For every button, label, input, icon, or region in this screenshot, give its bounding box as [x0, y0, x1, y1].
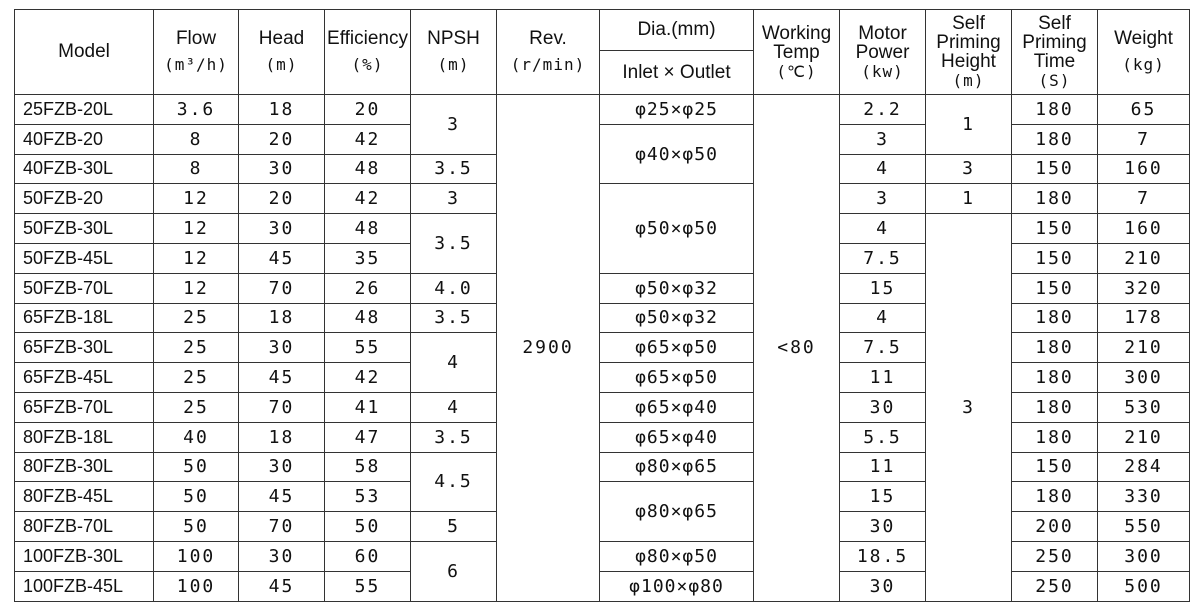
- table-row: [15, 363, 1190, 393]
- cell-npsh: 6: [411, 541, 497, 601]
- cell-model: 100FZB-30L: [15, 541, 154, 571]
- cell-priming-time: 150: [1012, 154, 1098, 184]
- cell-efficiency: 42: [325, 363, 411, 393]
- cell-priming-time: 150: [1012, 273, 1098, 303]
- cell-priming-time: 180: [1012, 124, 1098, 154]
- cell-flow: 100: [154, 541, 239, 571]
- cell-dia: φ40×φ50: [600, 124, 754, 184]
- table-row: [15, 333, 1190, 363]
- cell-weight: 500: [1098, 571, 1190, 601]
- cell-priming-time: 180: [1012, 333, 1098, 363]
- cell-efficiency: 41: [325, 392, 411, 422]
- cell-efficiency: 58: [325, 452, 411, 482]
- cell-efficiency: 42: [325, 184, 411, 214]
- cell-head: 70: [239, 273, 325, 303]
- cell-motor-power: 4: [840, 303, 926, 333]
- cell-model: 40FZB-30L: [15, 154, 154, 184]
- cell-dia: φ80×φ65: [600, 452, 754, 482]
- cell-flow: 50: [154, 452, 239, 482]
- cell-priming-time: 150: [1012, 452, 1098, 482]
- header-self-priming-height: Self Priming Height (m): [926, 10, 1012, 95]
- cell-motor-power: 30: [840, 392, 926, 422]
- cell-head: 18: [239, 422, 325, 452]
- cell-priming-time: 180: [1012, 95, 1098, 125]
- cell-weight: 7: [1098, 124, 1190, 154]
- cell-efficiency: 48: [325, 303, 411, 333]
- cell-npsh: 4: [411, 392, 497, 422]
- cell-flow: 25: [154, 392, 239, 422]
- cell-flow: 8: [154, 124, 239, 154]
- header-npsh: NPSH (m): [411, 10, 497, 95]
- cell-npsh: 4: [411, 333, 497, 393]
- cell-priming-time: 250: [1012, 571, 1098, 601]
- cell-efficiency: 55: [325, 333, 411, 363]
- cell-dia: φ65×φ40: [600, 422, 754, 452]
- cell-motor-power: 7.5: [840, 243, 926, 273]
- cell-motor-power: 5.5: [840, 422, 926, 452]
- table-row: [15, 303, 1190, 333]
- cell-dia: φ50×φ32: [600, 273, 754, 303]
- cell-motor-power: 30: [840, 512, 926, 542]
- cell-npsh: 3.5: [411, 154, 497, 184]
- table-row: [15, 422, 1190, 452]
- table-row: [15, 95, 1190, 125]
- cell-dia: φ65×φ40: [600, 392, 754, 422]
- cell-efficiency: 55: [325, 571, 411, 601]
- cell-weight: 7: [1098, 184, 1190, 214]
- cell-priming-time: 150: [1012, 214, 1098, 244]
- cell-efficiency: 20: [325, 95, 411, 125]
- cell-weight: 65: [1098, 95, 1190, 125]
- cell-weight: 330: [1098, 482, 1190, 512]
- cell-motor-power: 15: [840, 482, 926, 512]
- cell-priming-height: 3: [926, 154, 1012, 184]
- cell-model: 40FZB-20: [15, 124, 154, 154]
- table-row: [15, 124, 1190, 154]
- cell-head: 45: [239, 482, 325, 512]
- cell-npsh: 3.5: [411, 214, 497, 274]
- cell-model: 50FZB-45L: [15, 243, 154, 273]
- header-self-priming-time: Self Priming Time (S): [1012, 10, 1098, 95]
- cell-priming-time: 200: [1012, 512, 1098, 542]
- cell-flow: 50: [154, 482, 239, 512]
- cell-weight: 320: [1098, 273, 1190, 303]
- cell-weight: 160: [1098, 214, 1190, 244]
- cell-head: 70: [239, 392, 325, 422]
- cell-priming-time: 180: [1012, 392, 1098, 422]
- table-row: [15, 571, 1190, 601]
- cell-flow: 100: [154, 571, 239, 601]
- cell-dia: φ80×φ50: [600, 541, 754, 571]
- cell-efficiency: 48: [325, 214, 411, 244]
- cell-weight: 178: [1098, 303, 1190, 333]
- cell-flow: 12: [154, 243, 239, 273]
- cell-npsh: 3: [411, 95, 497, 155]
- header-efficiency: Efficiency (%): [325, 10, 411, 95]
- cell-npsh: 4.5: [411, 452, 497, 512]
- cell-motor-power: 18.5: [840, 541, 926, 571]
- pump-spec-table: [14, 9, 1190, 602]
- cell-model: 80FZB-45L: [15, 482, 154, 512]
- table-row: [15, 541, 1190, 571]
- cell-weight: 284: [1098, 452, 1190, 482]
- cell-head: 30: [239, 154, 325, 184]
- cell-dia: φ50×φ50: [600, 184, 754, 273]
- cell-dia: φ50×φ32: [600, 303, 754, 333]
- header-dia: Dia.(mm): [600, 10, 754, 51]
- table-row: [15, 273, 1190, 303]
- header-model: Model: [15, 10, 154, 95]
- table-row: [15, 452, 1190, 482]
- cell-efficiency: 50: [325, 512, 411, 542]
- cell-head: 30: [239, 541, 325, 571]
- header-head: Head (m): [239, 10, 325, 95]
- cell-npsh: 4.0: [411, 273, 497, 303]
- cell-priming-time: 180: [1012, 422, 1098, 452]
- cell-priming-height: 1: [926, 95, 1012, 155]
- cell-flow: 12: [154, 184, 239, 214]
- cell-head: 45: [239, 571, 325, 601]
- cell-motor-power: 11: [840, 363, 926, 393]
- cell-efficiency: 53: [325, 482, 411, 512]
- cell-head: 20: [239, 184, 325, 214]
- cell-flow: 12: [154, 214, 239, 244]
- cell-head: 30: [239, 214, 325, 244]
- cell-motor-power: 3: [840, 124, 926, 154]
- cell-priming-time: 150: [1012, 243, 1098, 273]
- cell-model: 80FZB-18L: [15, 422, 154, 452]
- cell-npsh: 3.5: [411, 422, 497, 452]
- cell-dia: φ25×φ25: [600, 95, 754, 125]
- cell-model: 50FZB-70L: [15, 273, 154, 303]
- cell-efficiency: 26: [325, 273, 411, 303]
- header-rev: Rev. (r/min): [497, 10, 600, 95]
- cell-model: 25FZB-20L: [15, 95, 154, 125]
- cell-motor-power: 4: [840, 154, 926, 184]
- cell-priming-height: 3: [926, 214, 1012, 601]
- cell-weight: 530: [1098, 392, 1190, 422]
- header-flow: Flow (m³/h): [154, 10, 239, 95]
- cell-dia: φ80×φ65: [600, 482, 754, 542]
- cell-flow: 12: [154, 273, 239, 303]
- cell-head: 18: [239, 95, 325, 125]
- cell-dia: φ100×φ80: [600, 571, 754, 601]
- header-inlet-outlet: Inlet × Outlet: [600, 51, 754, 95]
- cell-head: 18: [239, 303, 325, 333]
- cell-npsh: 3: [411, 184, 497, 214]
- header-weight: Weight (kg): [1098, 10, 1190, 95]
- cell-dia: φ65×φ50: [600, 333, 754, 363]
- cell-head: 45: [239, 363, 325, 393]
- cell-head: 20: [239, 124, 325, 154]
- cell-motor-power: 11: [840, 452, 926, 482]
- cell-motor-power: 4: [840, 214, 926, 244]
- cell-weight: 300: [1098, 541, 1190, 571]
- cell-dia: φ65×φ50: [600, 363, 754, 393]
- cell-flow: 3.6: [154, 95, 239, 125]
- cell-model: 65FZB-18L: [15, 303, 154, 333]
- cell-weight: 210: [1098, 333, 1190, 363]
- cell-model: 65FZB-30L: [15, 333, 154, 363]
- cell-motor-power: 15: [840, 273, 926, 303]
- cell-weight: 210: [1098, 422, 1190, 452]
- cell-working-temp: <80: [754, 95, 840, 602]
- cell-model: 65FZB-45L: [15, 363, 154, 393]
- cell-model: 80FZB-30L: [15, 452, 154, 482]
- cell-head: 70: [239, 512, 325, 542]
- cell-flow: 50: [154, 512, 239, 542]
- cell-priming-time: 180: [1012, 184, 1098, 214]
- cell-priming-time: 180: [1012, 363, 1098, 393]
- cell-efficiency: 35: [325, 243, 411, 273]
- cell-rev: 2900: [497, 95, 600, 602]
- table-row: [15, 184, 1190, 214]
- cell-efficiency: 42: [325, 124, 411, 154]
- cell-head: 30: [239, 452, 325, 482]
- cell-weight: 210: [1098, 243, 1190, 273]
- cell-efficiency: 47: [325, 422, 411, 452]
- cell-motor-power: 2.2: [840, 95, 926, 125]
- cell-weight: 160: [1098, 154, 1190, 184]
- cell-npsh: 5: [411, 512, 497, 542]
- table-row: [15, 482, 1190, 512]
- cell-model: 65FZB-70L: [15, 392, 154, 422]
- cell-motor-power: 30: [840, 571, 926, 601]
- cell-flow: 25: [154, 303, 239, 333]
- cell-efficiency: 60: [325, 541, 411, 571]
- cell-priming-time: 250: [1012, 541, 1098, 571]
- cell-flow: 25: [154, 363, 239, 393]
- cell-weight: 550: [1098, 512, 1190, 542]
- cell-priming-time: 180: [1012, 303, 1098, 333]
- cell-model: 100FZB-45L: [15, 571, 154, 601]
- pump-spec-body: [15, 95, 1190, 602]
- header-working-temp: Working Temp (℃): [754, 10, 840, 95]
- cell-model: 50FZB-20: [15, 184, 154, 214]
- cell-flow: 40: [154, 422, 239, 452]
- cell-flow: 8: [154, 154, 239, 184]
- cell-motor-power: 3: [840, 184, 926, 214]
- cell-model: 50FZB-30L: [15, 214, 154, 244]
- cell-priming-time: 180: [1012, 482, 1098, 512]
- header-motor-power: Motor Power (kw): [840, 10, 926, 95]
- cell-weight: 300: [1098, 363, 1190, 393]
- cell-npsh: 3.5: [411, 303, 497, 333]
- cell-head: 45: [239, 243, 325, 273]
- cell-flow: 25: [154, 333, 239, 363]
- cell-model: 80FZB-70L: [15, 512, 154, 542]
- cell-motor-power: 7.5: [840, 333, 926, 363]
- table-row: [15, 392, 1190, 422]
- cell-efficiency: 48: [325, 154, 411, 184]
- cell-priming-height: 1: [926, 184, 1012, 214]
- cell-head: 30: [239, 333, 325, 363]
